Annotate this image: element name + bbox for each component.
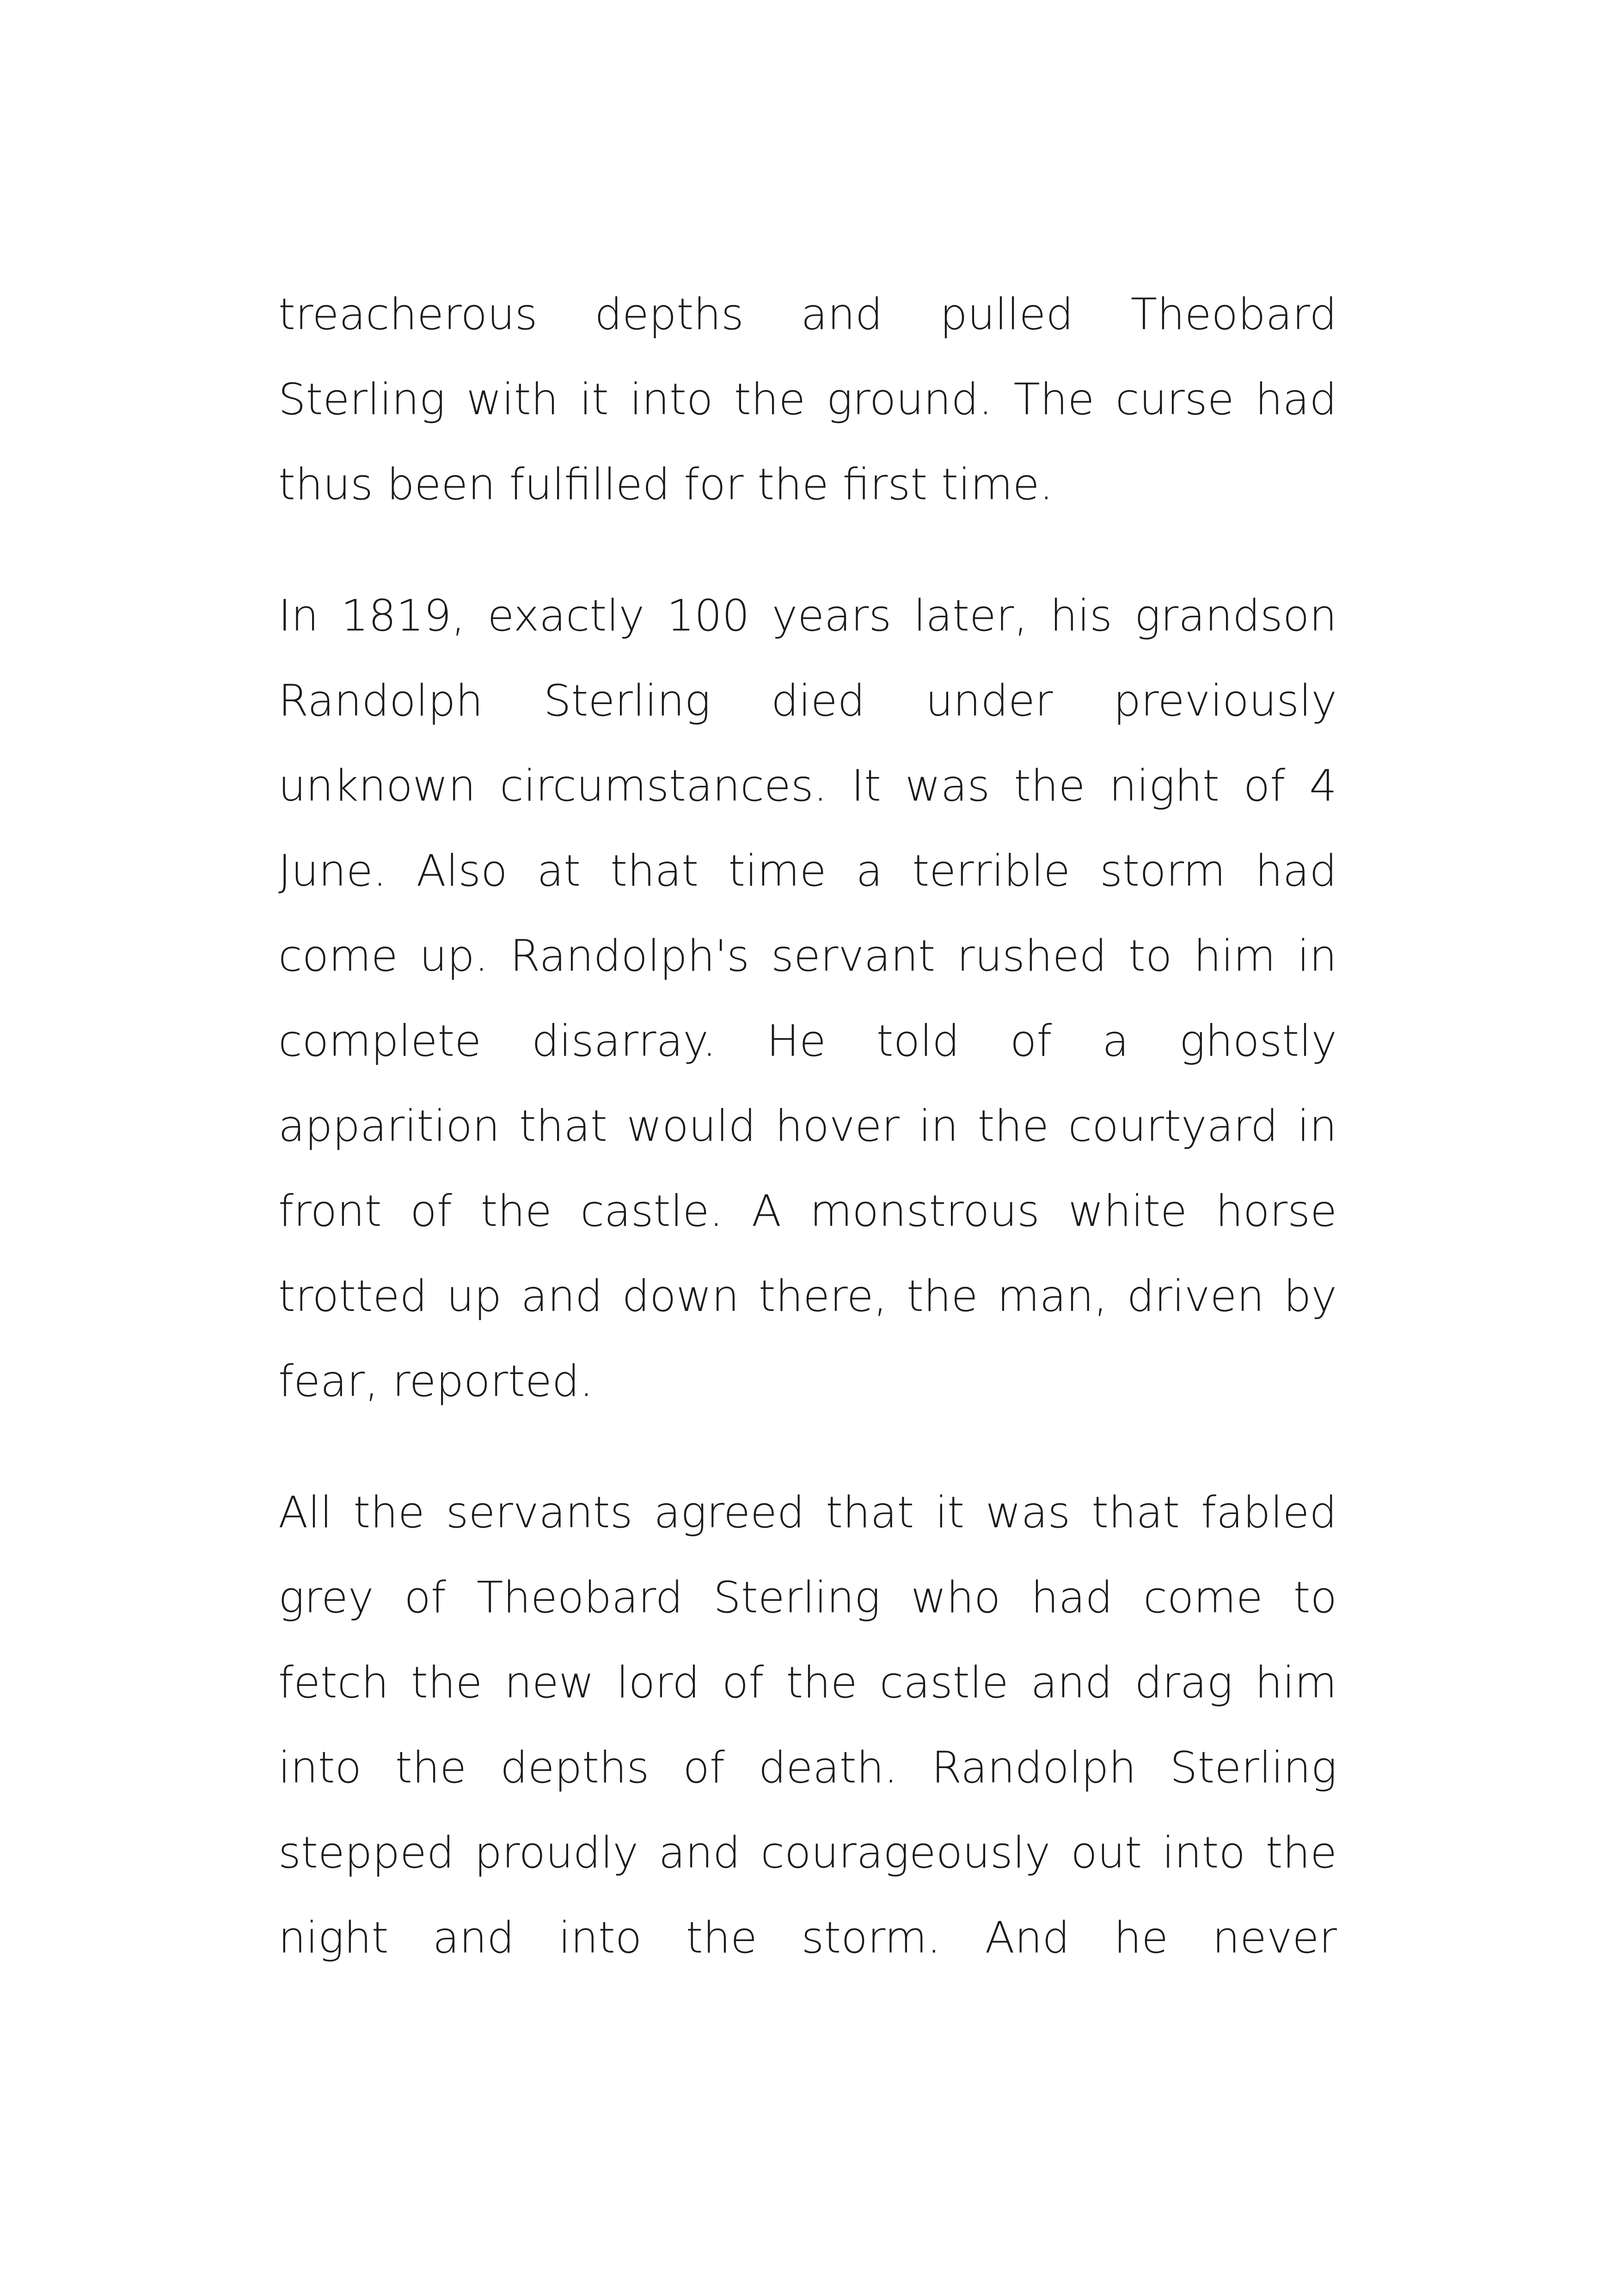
paragraph-2: In 1819, exactly 100 years later, his grandson Randolph Sterling died under previously unknown circumstances. It was the night of 4 June. Also at that time a terrible storm had come up. Randolph's servant rushed to him in complete disarray. He told of a ghostly apparition that would hover in the courtyard in front of the castle. A monstrous white horse trotted up and down there, the man, driven by fear, reported. — [278, 591, 1337, 1407]
body-text — [278, 272, 1337, 1981]
paragraph-1: treacherous depths and pulled Theobard Sterling with it into the ground. The curse had thus been fulfilled for the first time. — [278, 289, 1337, 510]
paragraph-3: All the servants agreed that it was that fabled grey of Theobard Sterling who had come to fetch the new lord of the castle and drag him into the depths of death. Randolph Sterling stepped proudly and courageously out into the night and into the storm. And he never — [278, 1488, 1337, 1963]
